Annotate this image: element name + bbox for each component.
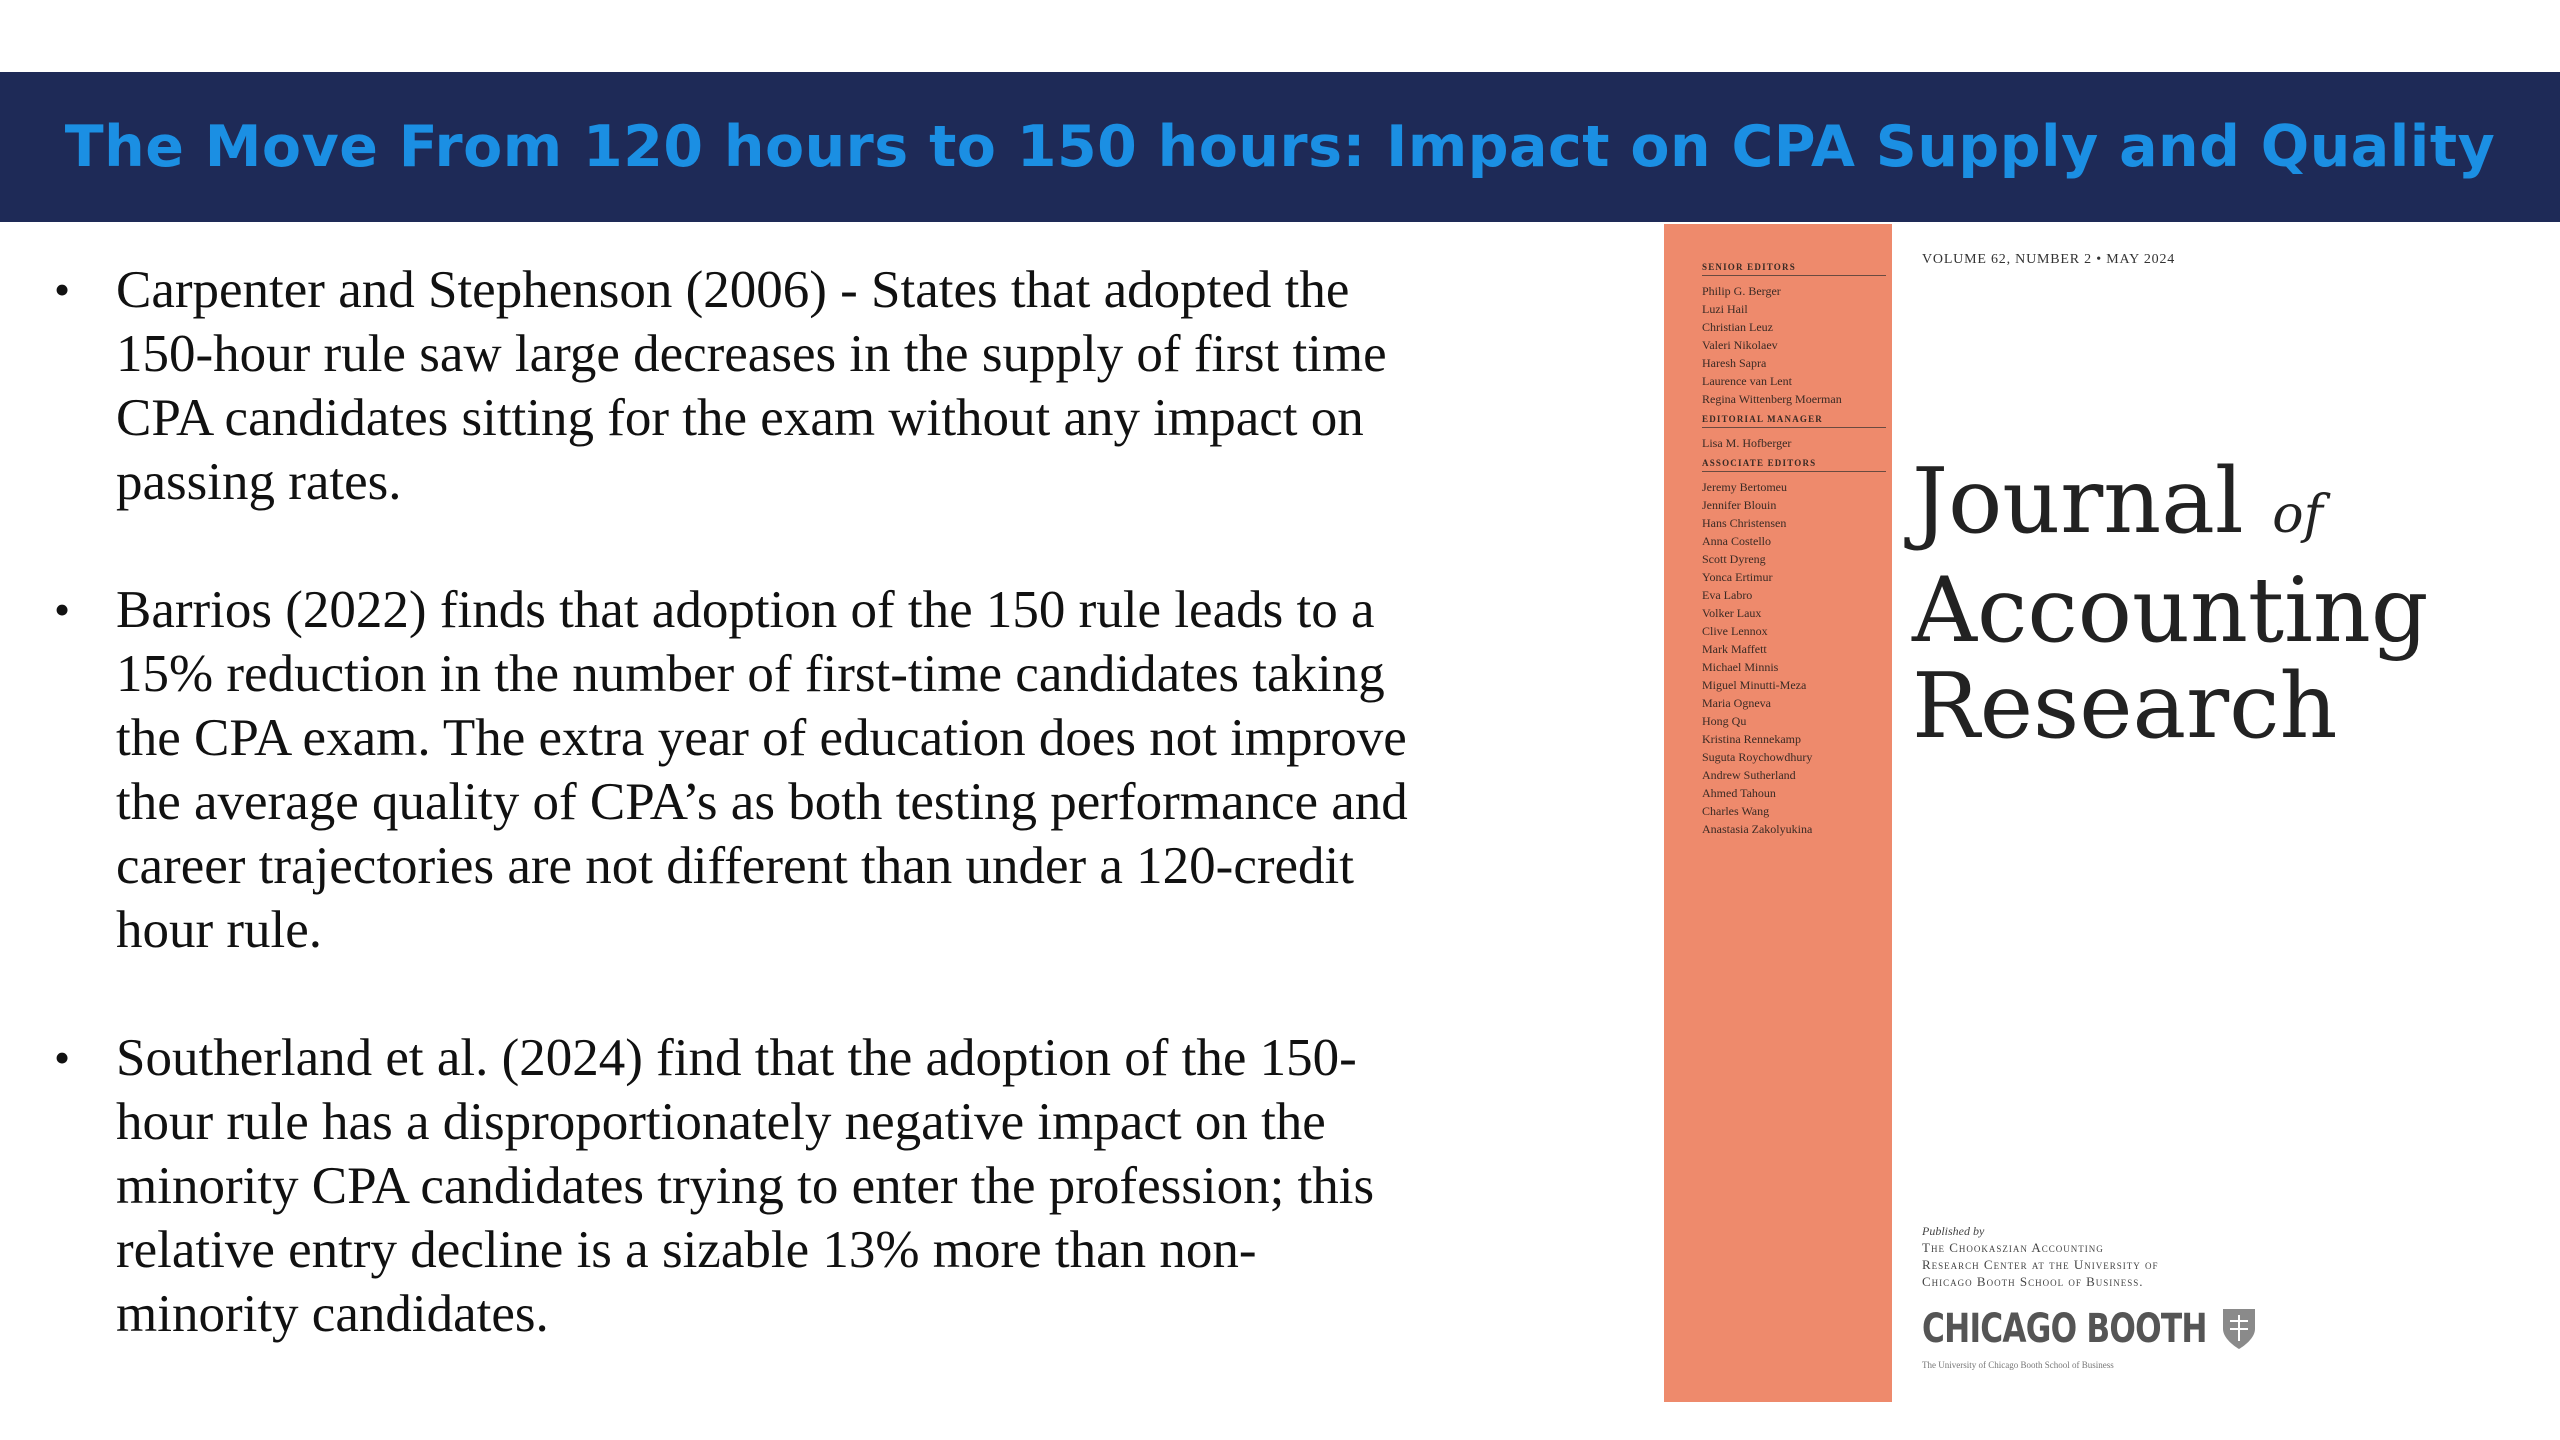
bullet-line: passing rates. bbox=[116, 453, 402, 511]
slide-title: The Move From 120 hours to 150 hours: Impact on CPA Supply and Quality bbox=[64, 114, 2496, 180]
editor-name: Hong Qu bbox=[1702, 714, 1747, 728]
logo-subtitle: The University of Chicago Booth School of Business bbox=[1922, 1360, 2114, 1370]
editor-name: Luzi Hail bbox=[1702, 302, 1748, 316]
editor-name: Maria Ogneva bbox=[1702, 696, 1771, 710]
editor-name: Lisa M. Hofberger bbox=[1702, 436, 1792, 450]
editor-name: Kristina Rennekamp bbox=[1702, 732, 1801, 746]
editor-name: Hans Christensen bbox=[1702, 516, 1787, 530]
journal-title-word: Accounting bbox=[1912, 558, 2429, 663]
editor-name: Haresh Sapra bbox=[1702, 356, 1767, 370]
editor-name: Miguel Minutti-Meza bbox=[1702, 678, 1807, 692]
bullet-line: CPA candidates sitting for the exam without any impact on bbox=[116, 389, 1364, 447]
bullet-line: 150-hour rule saw large decreases in the supply of first time bbox=[116, 325, 1387, 383]
editor-name: Eva Labro bbox=[1702, 588, 1753, 602]
bullet-item bbox=[50, 1026, 1640, 1346]
editor-name: Jennifer Blouin bbox=[1702, 498, 1777, 512]
editor-name: Ahmed Tahoun bbox=[1702, 786, 1776, 800]
logo-text: CHICAGO BOOTH bbox=[1922, 1306, 2207, 1352]
editor-group-heading: SENIOR EDITORS bbox=[1702, 262, 1886, 276]
editor-name: Mark Maffett bbox=[1702, 642, 1767, 656]
bullet-line: Carpenter and Stephenson (2006) - States that adopted the bbox=[116, 261, 1350, 319]
bullet-icon: • bbox=[54, 584, 71, 635]
editor-name: Andrew Sutherland bbox=[1702, 768, 1796, 782]
bullet-line: career trajectories are not different than under a 120-credit bbox=[116, 837, 1354, 895]
editor-name: Philip G. Berger bbox=[1702, 284, 1781, 298]
bullet-item bbox=[50, 258, 1640, 514]
bullet-line: hour rule has a disproportionately negative impact on the bbox=[116, 1093, 1326, 1151]
bullet-list bbox=[50, 258, 1640, 1410]
editor-name: Anna Costello bbox=[1702, 534, 1771, 548]
bullet-line: Barrios (2022) finds that adoption of the 150 rule leads to a bbox=[116, 581, 1375, 639]
journal-cover-editor-panel bbox=[1664, 224, 1892, 1402]
journal-title-word: Research bbox=[1912, 654, 2338, 759]
bullet-icon: • bbox=[54, 264, 71, 315]
title-bar bbox=[0, 72, 2560, 222]
bullet-line: minority CPA candidates trying to enter the profession; this bbox=[116, 1157, 1375, 1215]
editor-name: Michael Minnis bbox=[1702, 660, 1779, 674]
published-by-label: Published by bbox=[1922, 1224, 1985, 1238]
chicago-booth-logo bbox=[1922, 1306, 2257, 1352]
editor-name: Yonca Ertimur bbox=[1702, 570, 1773, 584]
editor-group-heading: ASSOCIATE EDITORS bbox=[1702, 458, 1886, 472]
bullet-line: Southerland et al. (2024) find that the adoption of the 150- bbox=[116, 1029, 1357, 1087]
publisher-line: Research Center at the University of bbox=[1922, 1257, 2159, 1272]
volume-label: VOLUME 62, NUMBER 2 • MAY 2024 bbox=[1922, 252, 2176, 267]
editor-name: Jeremy Bertomeu bbox=[1702, 480, 1787, 494]
editor-name: Christian Leuz bbox=[1702, 320, 1773, 334]
editor-name: Clive Lennox bbox=[1702, 624, 1768, 638]
bullet-line: the average quality of CPA’s as both testing performance and bbox=[116, 773, 1408, 831]
journal-title-word: Journal bbox=[1912, 449, 2244, 554]
publisher-line: The Chookaszian Accounting bbox=[1922, 1240, 2104, 1255]
editor-list bbox=[1702, 256, 1886, 838]
editor-name: Anastasia Zakolyukina bbox=[1702, 822, 1813, 836]
bullet-line: 15% reduction in the number of first-time candidates taking bbox=[116, 645, 1385, 703]
journal-title bbox=[1912, 449, 2429, 759]
bullet-line: minority candidates. bbox=[116, 1285, 549, 1343]
journal-cover-main bbox=[1892, 224, 2532, 1402]
shield-icon bbox=[2221, 1307, 2257, 1351]
bullet-line: the CPA exam. The extra year of education does not improve bbox=[116, 709, 1407, 767]
editor-name: Volker Laux bbox=[1702, 606, 1762, 620]
publisher-line: Chicago Booth School of Business. bbox=[1922, 1274, 2144, 1289]
publisher-info bbox=[1922, 1224, 2282, 1290]
bullet-line: hour rule. bbox=[116, 901, 323, 959]
bullet-line: relative entry decline is a sizable 13% more than non- bbox=[116, 1221, 1257, 1279]
editor-name: Laurence van Lent bbox=[1702, 374, 1792, 388]
editor-name: Regina Wittenberg Moerman bbox=[1702, 392, 1842, 406]
journal-title-of: of bbox=[2272, 485, 2323, 545]
bullet-icon: • bbox=[54, 1032, 71, 1083]
editor-name: Valeri Nikolaev bbox=[1702, 338, 1778, 352]
editor-name: Charles Wang bbox=[1702, 804, 1770, 818]
editor-group-heading: EDITORIAL MANAGER bbox=[1702, 414, 1886, 428]
editor-name: Scott Dyreng bbox=[1702, 552, 1766, 566]
editor-name: Suguta Roychowdhury bbox=[1702, 750, 1813, 764]
bullet-item bbox=[50, 578, 1640, 962]
